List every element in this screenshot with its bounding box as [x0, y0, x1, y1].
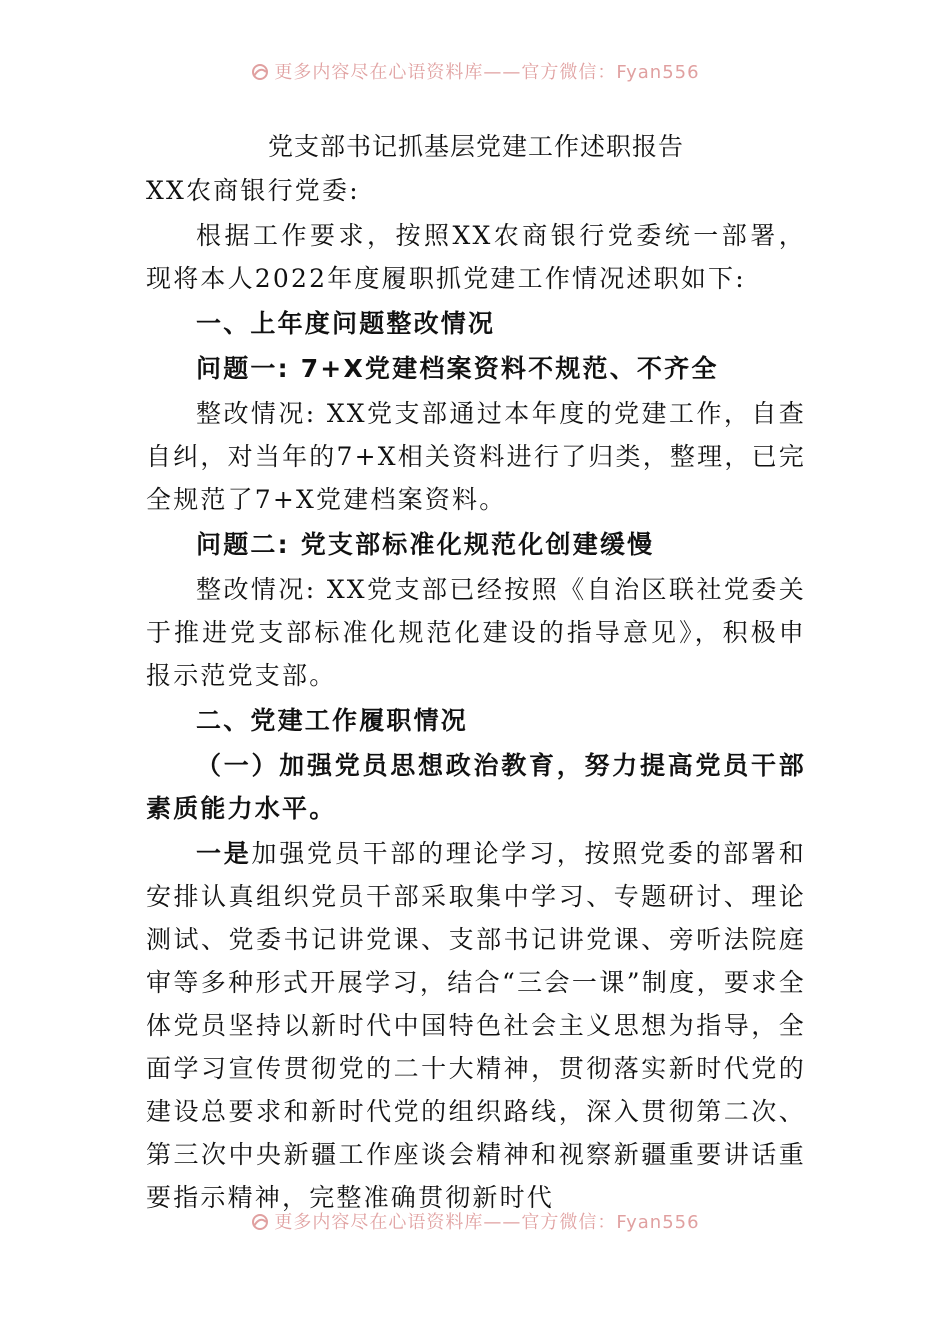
document-body — [146, 125, 806, 1219]
watermark-logo-icon — [250, 1212, 270, 1232]
sub1-heading: （一）加强党员思想政治教育，努力提高党员干部素质能力水平。 — [146, 751, 806, 823]
watermark-logo-icon — [250, 62, 270, 82]
section1-heading: 一、上年度问题整改情况 — [196, 309, 496, 338]
problem1-heading: 问题一: 7+X党建档案资料不规范、不齐全 — [196, 354, 719, 383]
watermark-text: 更多内容尽在心语资料库——官方微信：Fyan556 — [274, 62, 700, 83]
sub1-text: 加强党员干部的理论学习，按照党委的部署和安排认真组织党员干部采取集中学习、专题研讨、理论测试、党委书记讲党课、支部书记讲党课、旁听法院庭审等多种形式开展学习，结合“三会一课”制度，要求全体党员坚持以新时代中国特色社会主义思想为指导，全面学习宣传贯彻党的二十大精神，贯彻落实新时代党的建设总要求和新时代党的组织路线，深入贯彻第二次、第三次中央新疆工作座谈会精神和视察新疆重要讲话重要指示精神，完整准确贯彻新时代 — [146, 839, 806, 1212]
watermark-bottom — [0, 1208, 950, 1238]
sub1-paragraph — [146, 832, 806, 1219]
watermark-top — [0, 58, 950, 88]
problem2-text: 整改情况: XX党支部已经按照《自治区联社党委关于推进党支部标准化规范化建设的指导意见》，积极申报示范党支部。 — [146, 575, 806, 690]
watermark-text: 更多内容尽在心语资料库——官方微信：Fyan556 — [274, 1212, 700, 1233]
salutation: XX农商银行党委: — [146, 176, 360, 205]
intro-paragraph: 根据工作要求，按照XX农商银行党委统一部署，现将本人2022年度履职抓党建工作情况述职如下: — [146, 221, 806, 293]
section2-heading: 二、党建工作履职情况 — [196, 706, 469, 735]
document-title: 党支部书记抓基层党建工作述职报告 — [267, 132, 684, 161]
sub1-lead: 一是 — [196, 839, 252, 868]
problem1-text: 整改情况: XX党支部通过本年度的党建工作，自查自纠，对当年的7+X相关资料进行了归类，整理，已完全规范了7+X党建档案资料。 — [146, 399, 806, 514]
problem2-heading: 问题二: 党支部标准化规范化创建缓慢 — [196, 530, 655, 559]
